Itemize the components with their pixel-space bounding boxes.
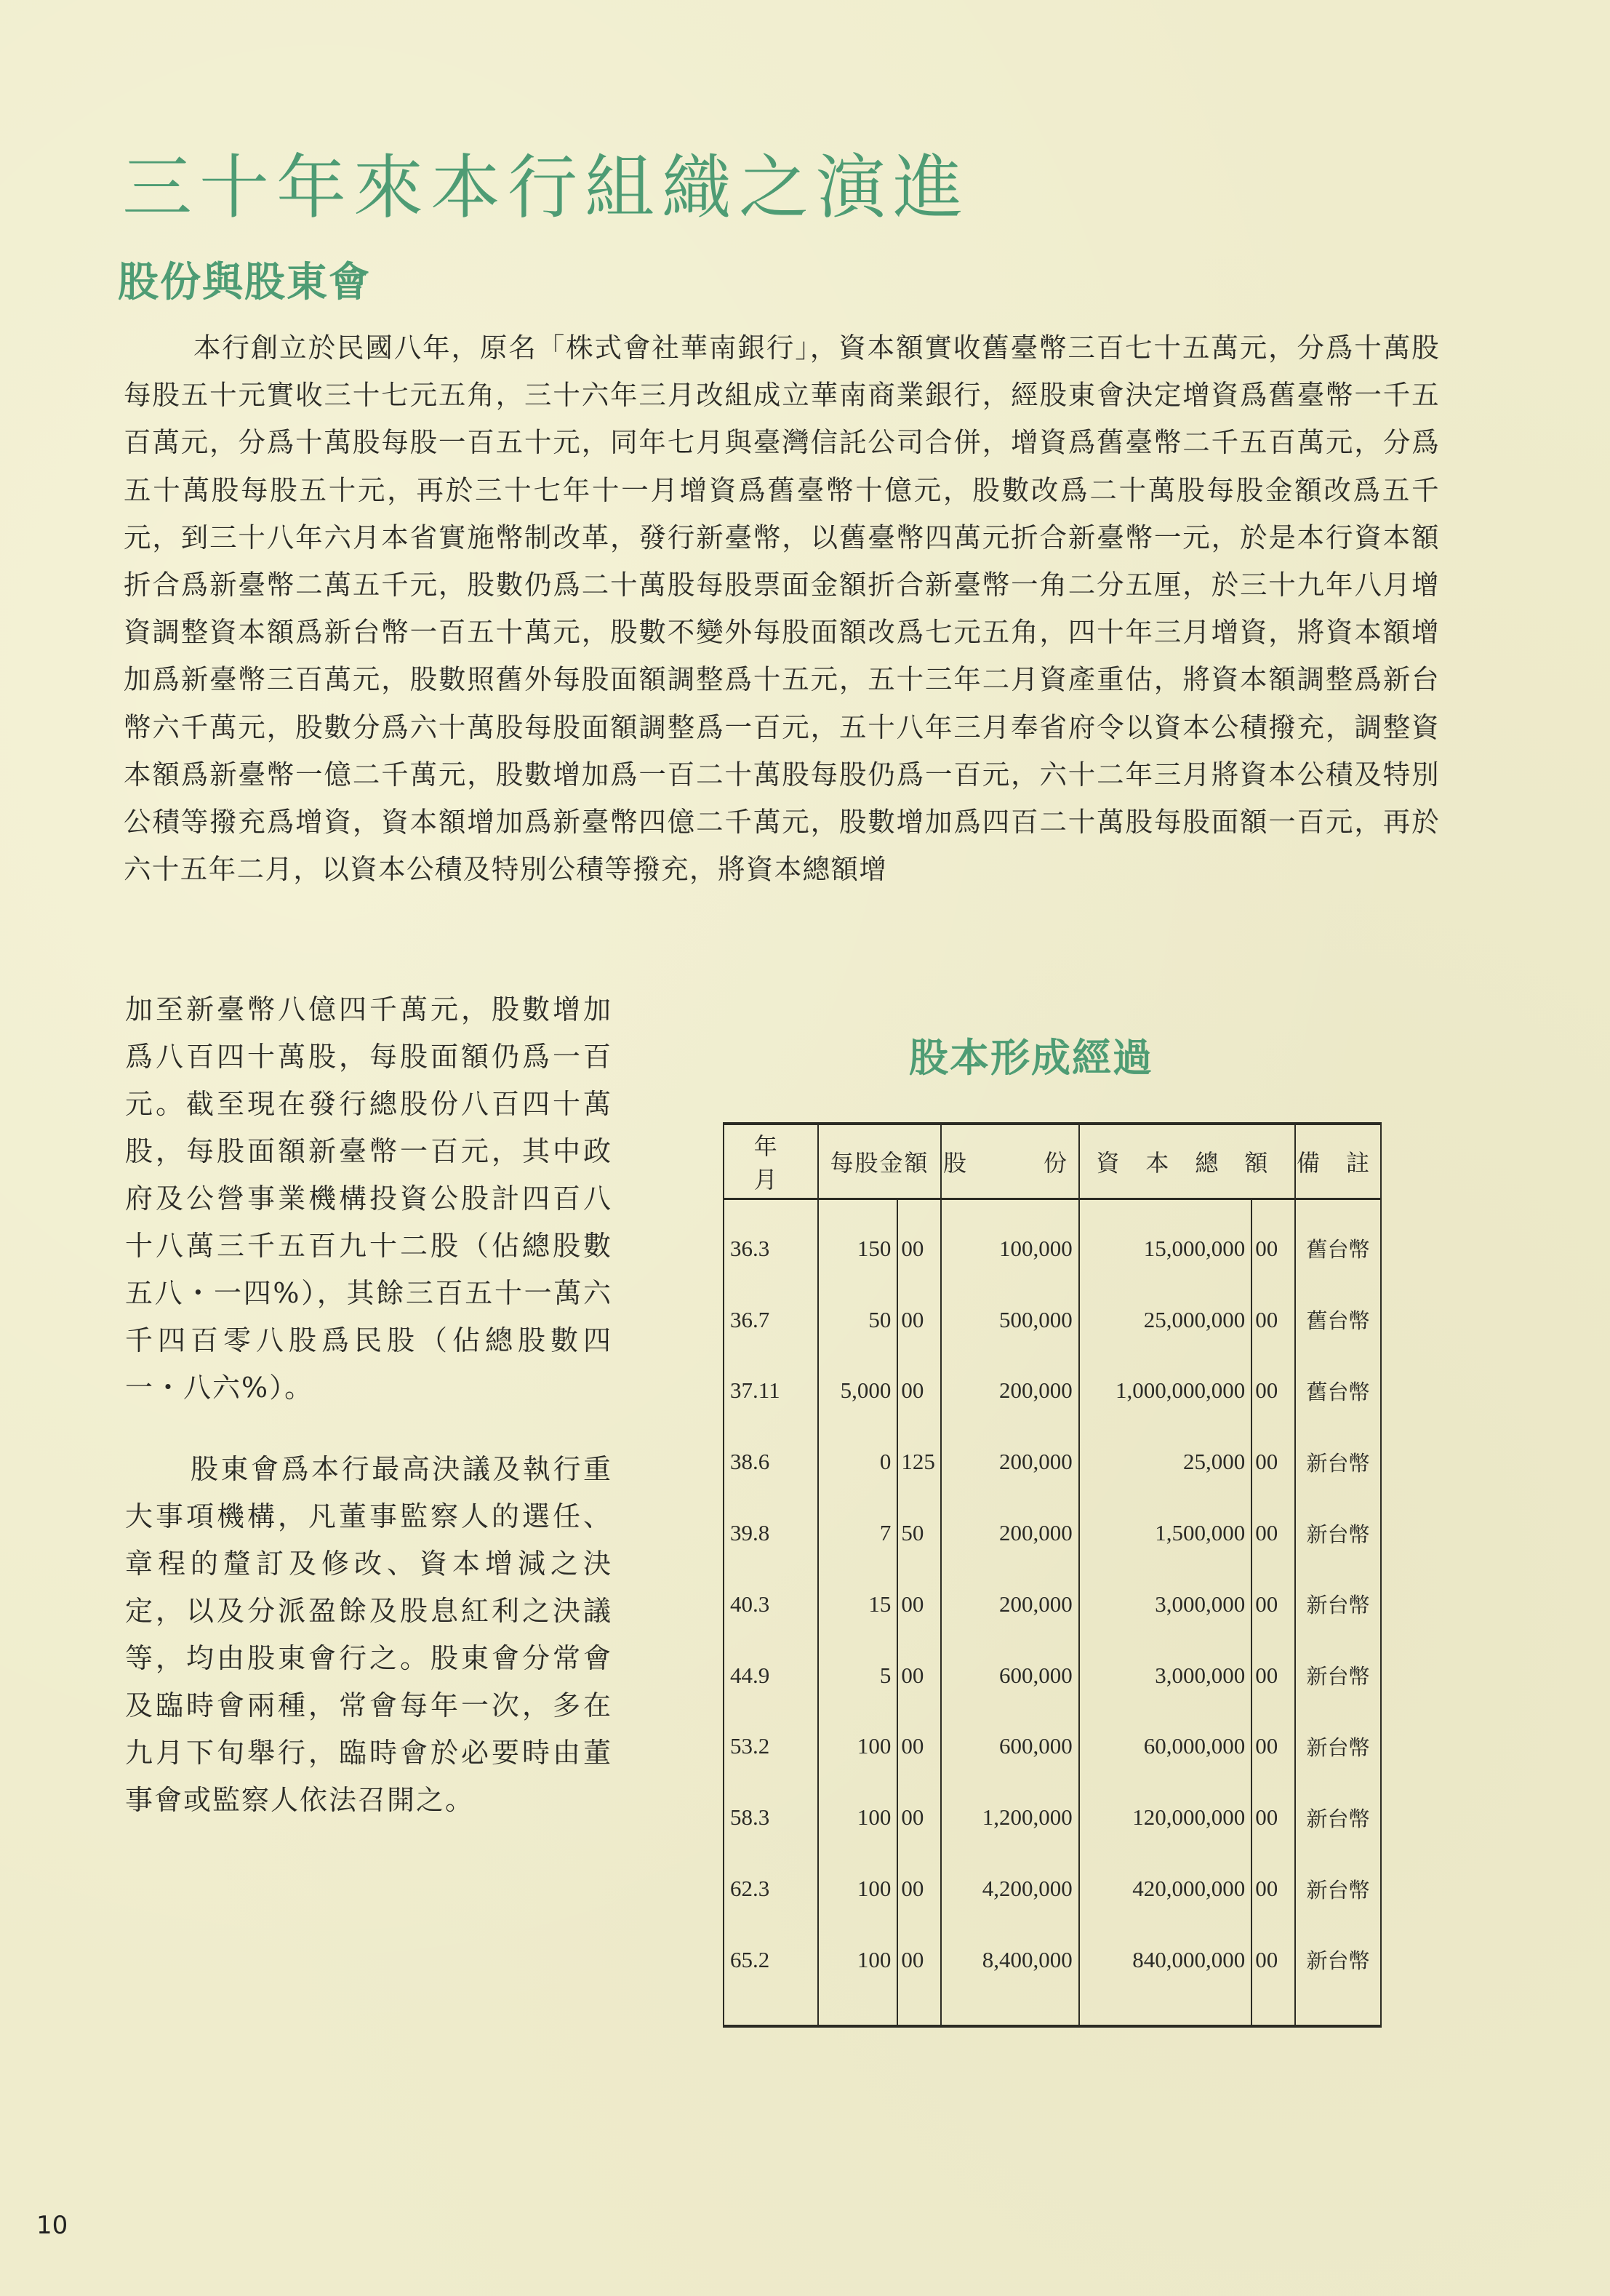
cell-capital-fraction: 00 <box>1251 1356 1295 1427</box>
cell-par-integer: 50 <box>818 1284 898 1356</box>
cell-par-fraction: 00 <box>897 1569 941 1640</box>
cell-par-fraction: 00 <box>897 1711 941 1783</box>
header-shares: 股 份 <box>941 1124 1078 1199</box>
cell-par-fraction: 00 <box>897 1924 941 2026</box>
cell-remarks: 新台幣 <box>1295 1924 1381 2026</box>
table-header-row <box>724 1124 1381 1199</box>
cell-capital-fraction: 00 <box>1251 1497 1295 1569</box>
cell-capital-fraction: 00 <box>1251 1569 1295 1640</box>
table-row <box>724 1782 1381 1853</box>
cell-par-integer: 100 <box>818 1924 898 2026</box>
cell-capital-integer: 3,000,000 <box>1079 1640 1252 1711</box>
cell-remarks: 新台幣 <box>1295 1782 1381 1853</box>
cell-capital-integer: 1,000,000,000 <box>1079 1356 1252 1427</box>
cell-capital-fraction: 00 <box>1251 1426 1295 1497</box>
cell-shares: 200,000 <box>941 1569 1078 1640</box>
cell-capital-integer: 3,000,000 <box>1079 1569 1252 1640</box>
cell-date: 53.2 <box>724 1711 818 1783</box>
cell-remarks: 新台幣 <box>1295 1711 1381 1783</box>
cell-remarks: 新台幣 <box>1295 1426 1381 1497</box>
cell-capital-fraction: 00 <box>1251 1782 1295 1853</box>
table-row <box>724 1426 1381 1497</box>
cell-capital-integer: 25,000 <box>1079 1426 1252 1497</box>
body-paragraph-2: 股東會爲本行最高決議及執行重大事項機構，凡董事監察人的選任、章程的釐訂及修改、資本增減之決定，以及分派盈餘及股息紅利之決議等，均由股東會行之。股東會分常會及臨時會兩種，常會每年一次，多在九月下旬舉行，臨時會於必要時由董事會或監察人依法召開之。 <box>125 1453 612 1816</box>
cell-shares: 600,000 <box>941 1640 1078 1711</box>
cell-par-fraction: 00 <box>897 1199 941 1284</box>
cell-remarks: 舊台幣 <box>1295 1284 1381 1356</box>
cell-date: 44.9 <box>724 1640 818 1711</box>
header-par-value: 每股金額 <box>818 1124 942 1199</box>
cell-remarks: 新台幣 <box>1295 1640 1381 1711</box>
cell-par-integer: 0 <box>818 1426 898 1497</box>
table-row <box>724 1711 1381 1783</box>
cell-par-fraction: 00 <box>897 1356 941 1427</box>
cell-capital-integer: 1,500,000 <box>1079 1497 1252 1569</box>
cell-shares: 200,000 <box>941 1497 1078 1569</box>
cell-par-integer: 15 <box>818 1569 898 1640</box>
header-date: 年 月 <box>724 1124 818 1199</box>
cell-shares: 500,000 <box>941 1284 1078 1356</box>
cell-par-integer: 7 <box>818 1497 898 1569</box>
cell-date: 58.3 <box>724 1782 818 1853</box>
cell-remarks: 新台幣 <box>1295 1853 1381 1924</box>
cell-date: 40.3 <box>724 1569 818 1640</box>
table-row <box>724 1853 1381 1924</box>
header-total-capital: 資 本 總 額 <box>1079 1124 1295 1199</box>
cell-capital-fraction: 00 <box>1251 1924 1295 2026</box>
cell-shares: 100,000 <box>941 1199 1078 1284</box>
cell-capital-integer: 60,000,000 <box>1079 1711 1252 1783</box>
cell-par-fraction: 00 <box>897 1640 941 1711</box>
table-row <box>724 1640 1381 1711</box>
cell-shares: 200,000 <box>941 1426 1078 1497</box>
cell-capital-integer: 120,000,000 <box>1079 1782 1252 1853</box>
body-paragraph-1-continued: 加至新臺幣八億四千萬元，股數增加爲八百四十萬股，每股面額仍爲一百元。截至現在發行總股份八百四十萬股，每股面額新臺幣一百元，其中政府及公營事業機構投資公股計四百八十八萬三千五百九十二股（佔總股數五八・一四%），其餘三百五十一萬六千四百零八股爲民股（佔總股數四一・八六%）。 <box>125 993 612 1404</box>
table-row <box>724 1497 1381 1569</box>
cell-shares: 8,400,000 <box>941 1924 1078 2026</box>
table-row <box>724 1924 1381 2026</box>
capital-history-table <box>723 1122 1382 2028</box>
cell-par-fraction: 00 <box>897 1853 941 1924</box>
cell-par-integer: 100 <box>818 1782 898 1853</box>
cell-remarks: 舊台幣 <box>1295 1199 1381 1284</box>
header-remarks: 備 註 <box>1295 1124 1381 1199</box>
cell-capital-integer: 15,000,000 <box>1079 1199 1252 1284</box>
cell-shares: 600,000 <box>941 1711 1078 1783</box>
cell-remarks: 新台幣 <box>1295 1497 1381 1569</box>
cell-remarks: 新台幣 <box>1295 1569 1381 1640</box>
table-row <box>724 1356 1381 1427</box>
cell-capital-integer: 420,000,000 <box>1079 1853 1252 1924</box>
table-row <box>724 1569 1381 1640</box>
table-title: 股本形成經過 <box>909 1035 1153 1081</box>
cell-par-integer: 5 <box>818 1640 898 1711</box>
cell-par-integer: 100 <box>818 1711 898 1783</box>
cell-par-integer: 150 <box>818 1199 898 1284</box>
cell-par-integer: 5,000 <box>818 1356 898 1427</box>
cell-par-fraction: 50 <box>897 1497 941 1569</box>
cell-par-fraction: 125 <box>897 1426 941 1497</box>
cell-capital-fraction: 00 <box>1251 1853 1295 1924</box>
cell-shares: 200,000 <box>941 1356 1078 1427</box>
cell-date: 36.7 <box>724 1284 818 1356</box>
cell-date: 37.11 <box>724 1356 818 1427</box>
cell-date: 38.6 <box>724 1426 818 1497</box>
cell-date: 65.2 <box>724 1924 818 2026</box>
cell-capital-integer: 25,000,000 <box>1079 1284 1252 1356</box>
cell-par-fraction: 00 <box>897 1782 941 1853</box>
cell-capital-fraction: 00 <box>1251 1711 1295 1783</box>
page-title: 三十年來本行組織之演進 <box>122 147 970 228</box>
cell-shares: 1,200,000 <box>941 1782 1078 1853</box>
table-row <box>724 1284 1381 1356</box>
cell-capital-fraction: 00 <box>1251 1640 1295 1711</box>
cell-shares: 4,200,000 <box>941 1853 1078 1924</box>
body-paragraph-1: 本行創立於民國八年，原名「株式會社華南銀行」，資本額實收舊臺幣三百七十五萬元，分爲十萬股每股五十元實收三十七元五角，三十六年三月改組成立華南商業銀行，經股東會決定增資爲舊臺幣一千五百萬元，分爲十萬股每股一百五十元，同年七月與臺灣信託公司合併，增資爲舊臺幣二千五百萬元，分爲五十萬股每股五十元，再於三十七年十一月增資爲舊臺幣十億元，股數改爲二十萬股每股金額改爲五千元，到三十八年六月本省實施幣制改革，發行新臺幣，以舊臺幣四萬元折合新臺幣一元，於是本行資本額折合爲新臺幣二萬五千元，股數仍爲二十萬股每股票面金額折合新臺幣一角二分五厘，於三十九年八月增資調整資本額爲新台幣一百五十萬元，股數不變外每股面額改爲七元五角，四十年三月增資，將資本額增加爲新臺幣三百萬元，股數照舊外每股面額調整爲十五元，五十三年二月資產重估，將資本額調整爲新台幣六千萬元，股數分爲六十萬股每股面額調整爲一百元，五十八年三月奉省府令以資本公積撥充，調整資本額爲新臺幣一億二千萬元，股數增加爲一百二十萬股每股仍爲一百元，六十二年三月將資本公積及特別公積等撥充爲增資，資本額增加爲新臺幣四億二千萬元，股數增加爲四百二十萬股每股面額一百元，再於六十五年二月，以資本公積及特別公積等撥充，將資本總額增 <box>124 332 1440 886</box>
cell-capital-fraction: 00 <box>1251 1199 1295 1284</box>
cell-par-integer: 100 <box>818 1853 898 1924</box>
section-heading: 股份與股東會 <box>118 259 371 306</box>
table-row <box>724 1199 1381 1284</box>
cell-par-fraction: 00 <box>897 1284 941 1356</box>
cell-date: 62.3 <box>724 1853 818 1924</box>
page-number: 10 <box>36 2211 68 2240</box>
cell-date: 39.8 <box>724 1497 818 1569</box>
cell-date: 36.3 <box>724 1199 818 1284</box>
cell-remarks: 舊台幣 <box>1295 1356 1381 1427</box>
cell-capital-fraction: 00 <box>1251 1284 1295 1356</box>
cell-capital-integer: 840,000,000 <box>1079 1924 1252 2026</box>
